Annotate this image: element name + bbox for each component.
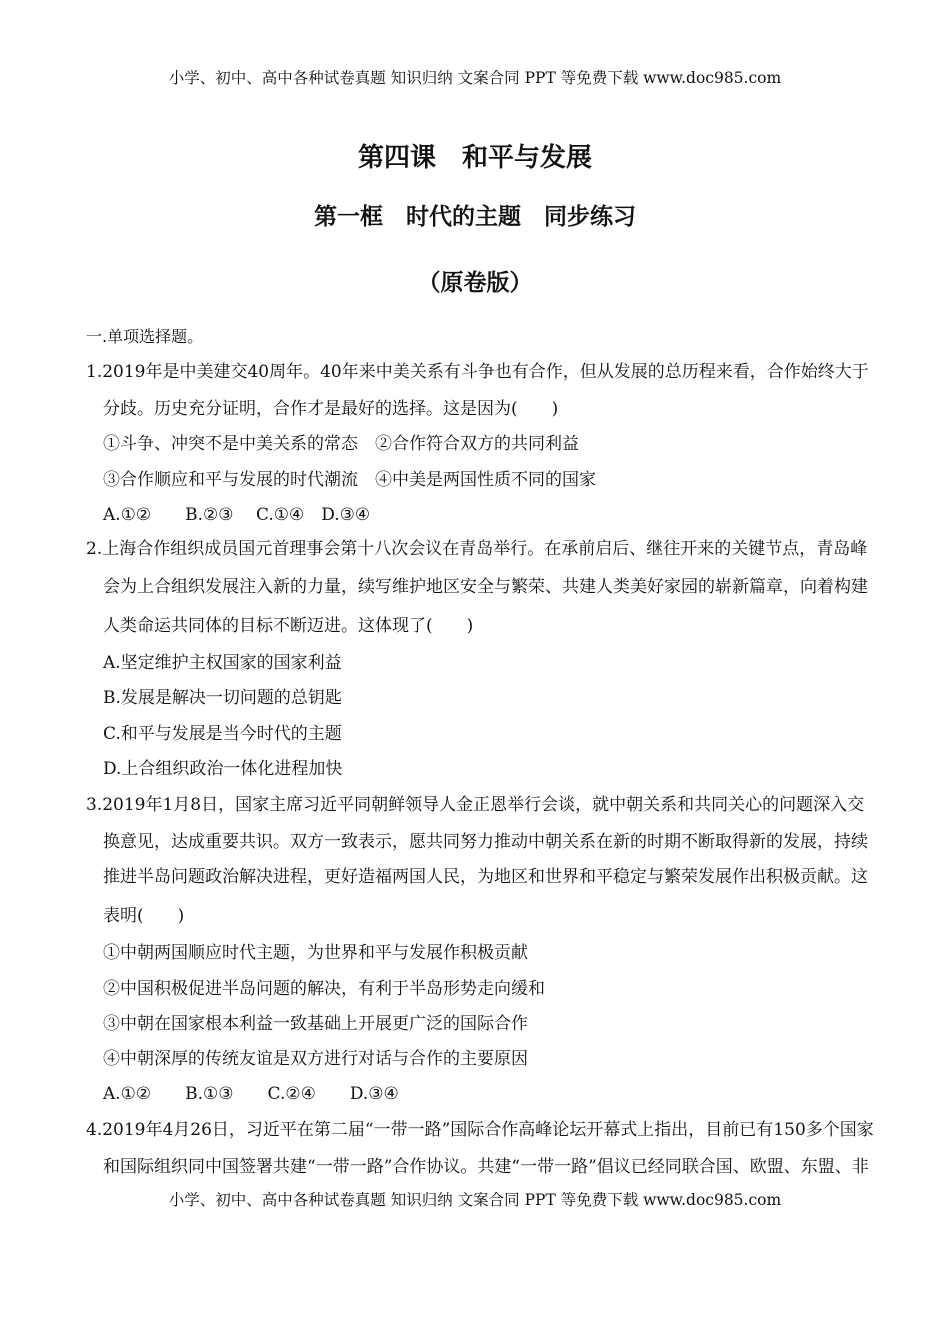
edition-label: （原卷版） (417, 270, 533, 296)
question-line: A.①② B.②③ C.①④ D.③④ (103, 505, 371, 525)
question-line: B.发展是解决一切问题的总钥匙 (103, 688, 342, 708)
question-line: 推进半岛问题政治解决进程，更好造福两国人民，为地区和世界和平稳定与繁荣发展作出积极贡献。这 (103, 867, 868, 887)
question-line: 换意见，达成重要共识。双方一致表示，愿共同努力推动中朝关系在新的时期不断取得新的发展，持续 (103, 832, 868, 852)
question-line: ④中朝深厚的传统友谊是双方进行对话与合作的主要原因 (103, 1049, 528, 1069)
question-stem: 4.2019年4月26日，习近平在第二届“一带一路”国际合作高峰论坛开幕式上指出，目前已有150多个国家 (86, 1120, 874, 1140)
question-line: C.和平与发展是当今时代的主题 (103, 724, 342, 744)
question-stem: 1.2019年是中美建交40周年。40年来中美关系有斗争也有合作，但从发展的总历程来看，合作始终大于 (86, 362, 869, 382)
question-line: A.坚定维护主权国家的国家利益 (103, 653, 342, 673)
question-line: ①斗争、冲突不是中美关系的常态 ②合作符合双方的共同利益 (103, 434, 579, 454)
section-subtitle: 第一框 时代的主题 同步练习 (314, 204, 636, 230)
question-line: 会为上合组织发展注入新的力量，续写维护地区安全与繁荣、共建人类美好家园的崭新篇章，向着构建 (103, 577, 868, 597)
question-line: A.①② B.①③ C.②④ D.③④ (103, 1084, 399, 1104)
lesson-title: 第四课 和平与发展 (357, 143, 592, 173)
page-footer: 小学、初中、高中各种试卷真题 知识归纳 文案合同 PPT 等免费下载 www.doc985.com (168, 1191, 782, 1209)
question-line: 人类命运共同体的目标不断迈进。这体现了( ) (103, 616, 474, 636)
section-heading: 一.单项选择题。 (86, 327, 204, 346)
question-line: D.上合组织政治一体化进程加快 (103, 759, 343, 779)
question-line: 和国际组织同中国签署共建“一带一路”合作协议。共建“一带一路”倡议已经同联合国、欧盟、东盟、非 (103, 1157, 869, 1177)
question-line: ②中国积极促进半岛问题的解决，有利于半岛形势走向缓和 (103, 979, 545, 999)
question-line: ③中朝在国家根本利益一致基础上开展更广泛的国际合作 (103, 1014, 528, 1034)
question-stem: 3.2019年1月8日，国家主席习近平同朝鲜领导人金正恩举行会谈，就中朝关系和共同关心的问题深入交 (86, 795, 865, 815)
question-line: ③合作顺应和平与发展的时代潮流 ④中美是两国性质不同的国家 (103, 470, 596, 490)
question-line: 分歧。历史充分证明，合作才是最好的选择。这是因为( ) (103, 399, 559, 419)
question-line: ①中朝两国顺应时代主题，为世界和平与发展作积极贡献 (103, 943, 528, 963)
page-header: 小学、初中、高中各种试卷真题 知识归纳 文案合同 PPT 等免费下载 www.doc985.com (168, 69, 782, 87)
question-line: 表明( ) (103, 906, 185, 926)
question-stem: 2.上海合作组织成员国元首理事会第十八次会议在青岛举行。在承前启后、继往开来的关键节点，青岛峰 (86, 539, 868, 559)
